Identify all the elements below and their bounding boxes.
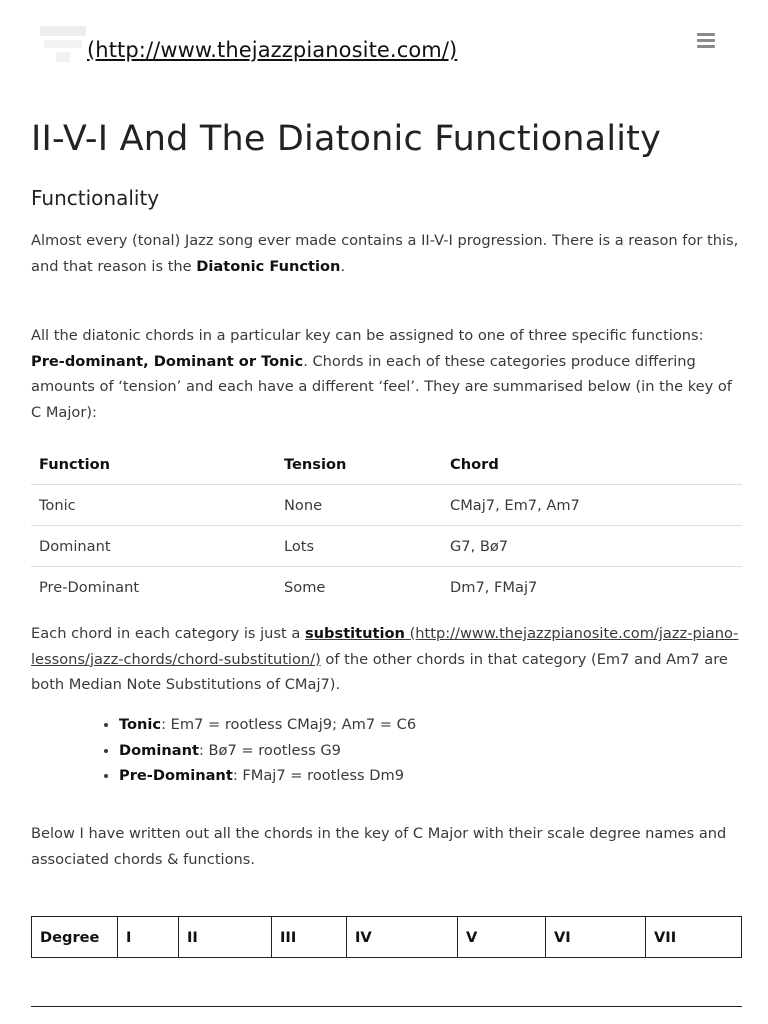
cell-chord: Dm7, FMaj7 [442, 567, 742, 608]
list-item: • Tonic: Em7 = rootless CMaj9; Am7 = C6 [119, 712, 416, 738]
cell-chord: CMaj7, Em7, Am7 [442, 485, 742, 526]
header-function: Function [39, 455, 111, 473]
substitution-paragraph: Each chord in each category is just a substitution (http://www.thejazzpianosite.com/jazz-piano-lessons/jazz-chords/chord-substitution/) of the other chords in that category (Em7 and Am7 are both Median Note Substitutions of CMaj7). [31, 625, 739, 693]
cell-tension: Some [276, 567, 442, 608]
intro-paragraph: Almost every (tonal) Jazz song ever made contains a II-V-I progression. There is a reason for this, and that reason is the Diatonic Function. [31, 232, 739, 275]
divider [31, 1006, 742, 1007]
list-item: • Pre-Dominant: FMaj7 = rootless Dm9 [119, 763, 416, 789]
cell-tension: None [276, 485, 442, 526]
cell-tension: Lots [276, 526, 442, 567]
header-degree-v: V [458, 917, 546, 958]
cell-function: Dominant [31, 526, 276, 567]
section-heading: Functionality [31, 186, 160, 210]
cell-chord: G7, Bø7 [442, 526, 742, 567]
header-degree-iii: III [272, 917, 347, 958]
cell-function: Pre-Dominant [31, 567, 276, 608]
degree-intro-paragraph: Below I have written out all the chords in the key of C Major with their scale degree names and associated chords & functions. [31, 825, 727, 868]
header-chord: Chord [450, 455, 499, 473]
header-degree-ii: II [179, 917, 272, 958]
hamburger-menu-icon[interactable] [697, 33, 715, 49]
page-title: II-V-I And The Diatonic Functionality [31, 119, 662, 159]
degree-header-row [32, 917, 742, 958]
table-header-row [31, 444, 742, 485]
site-header [0, 0, 768, 90]
functions-paragraph: All the diatonic chords in a particular key can be assigned to one of three specific functions: Pre-dominant, Dominant or Tonic. Chords in each of these categories produce differing amounts of ‘tension’ and each have a different ‘feel’. They are summarised below (in the key of C Major): [31, 327, 732, 421]
header-tension: Tension [284, 455, 347, 473]
table-row [31, 526, 742, 567]
header-degree-vii: VII [646, 917, 742, 958]
header-degree-vi: VI [546, 917, 646, 958]
site-logo-icon[interactable] [38, 22, 88, 64]
cell-function: Tonic [31, 485, 276, 526]
header-degree-i: I [118, 917, 179, 958]
table-row [31, 567, 742, 608]
site-home-link[interactable]: (http://www.thejazzpianosite.com/) [87, 38, 458, 62]
header-degree: Degree [32, 917, 118, 958]
substitution-list [31, 712, 416, 789]
substitution-link[interactable]: substitution (http://www.thejazzpianosite.com/jazz-piano-lessons/jazz-chords/chord-substitution/) [31, 625, 739, 668]
header-degree-iv: IV [347, 917, 458, 958]
function-table [31, 444, 742, 607]
list-item: • Dominant: Bø7 = rootless G9 [119, 738, 416, 764]
table-row [31, 485, 742, 526]
degree-table [31, 916, 742, 958]
